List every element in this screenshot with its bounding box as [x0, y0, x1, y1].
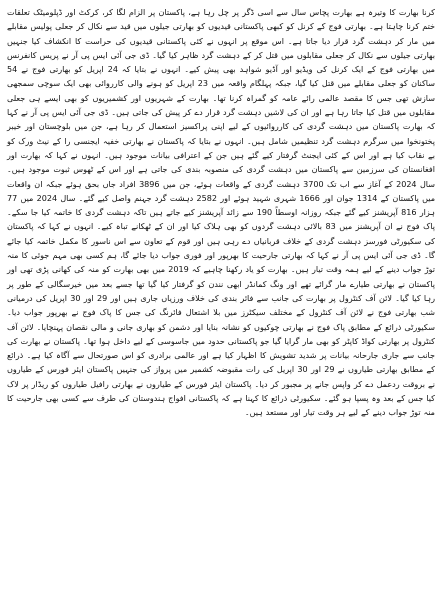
- article-body: کرنا بھارت کا وتیرہ ہے بھارت پچاس سال سے اسی ڈگر پر چل رہا ہے، پاکستان پر الزام لگا کر، کرکٹ اور ڈپلومیٹک تعلقات ختم کرنا چاہتا ہے۔ بھارتی فوج کے کرنل کو کبھی پاکستانی قیدیوں کو بھارتی جیلوں میں قید سے نکال کر جعلی پولیس مقابلے میں مار کر دہشت گرد قرار دیا جاتا ہے۔ اس موقع پر انہوں نے کئی پاکستانی قیدیوں کی حراست کا انکشاف کیا جنہیں بھارتی جیلوں سے نکال کر جعلی مقابلوں میں قتل کر کے دہشت گرد ظاہر کیا گیا۔ ڈی جی آئی ایس پی آر نے پریس کانفرنس میں بھارتی فوج کے ایک کرنل کی ویڈیو اور آڈیو شواہد بھی پیش کیے۔ انہوں نے بتایا کہ 24 اپریل کو بھارتی فوج نے 54 ساکنان کو جعلی مقابلے میں قتل کیا گیا، جبکہ پہلگام واقعہ میں 23 اپریل کو ہونے والی کارروائی بھی ایک سوچی سمجھی سازش تھی جس کا مقصد عالمی رائے عامہ کو گمراہ کرنا تھا۔ بھارت کے شہریوں اور کشمیریوں کو بھی ایسے ہی جعلی مقابلوں میں قتل کیا جاتا رہا ہے اور ان کی لاشیں دہشت گرد قرار دے کر پیش کی جاتی ہیں۔ ڈی جی آئی ایس پی آر نے کہا کہ بھارت پاکستان میں دہشت گردی کی کارروائیوں کے لیے اپنی پراکسیز استعمال کر رہا ہے، جن میں بلوچستان اور خیبر پختونخوا میں سرگرم دہشت گرد تنظیمیں شامل ہیں۔ انہوں نے بتایا کہ پاکستان نے بھارتی خفیہ ایجنسی را کے نیٹ ورک کو بے نقاب کیا ہے اور اس کے کئی ایجنٹ گرفتار کیے گئے ہیں جن کے اعترافی بیانات موجود ہیں۔ انہوں نے کہا کہ بھارت اور افغانستان کی سرزمین سے پاکستان میں دہشت گردی کی منصوبہ بندی کی جاتی ہے اور اس کے ٹھوس ثبوت موجود ہیں۔ سال 2024 کے آغاز سے اب تک 3700 دہشت گردی کے واقعات ہوئے، جن میں 3896 افراد جاں بحق ہوئے جبکہ ان واقعات میں پاکستان کے 1314 جوان اور 1666 شہری شہید ہوئے اور 2582 دہشت گرد جہنم واصل کیے گئے۔ سال 2024 میں 77 ہزار 816 آپریشنز کیے گئے جبکہ روزانہ اوسطاً 190 سے زائد آپریشنز کیے جاتے ہیں تاکہ دہشت گردی کا خاتمہ کیا جا سکے۔ پاک فوج نے ان آپریشنز میں 83 بالائی دہشت گردوں کو بھی ہلاک کیا اور ان کے ٹھکانے تباہ کیے۔ انہوں نے کہا کہ پاکستان کی سکیورٹی فورسز دہشت گردی کے خلاف قربانیاں دے رہی ہیں اور قوم کے تعاون سے اس ناسور کا مکمل خاتمہ کیا جائے گا۔ ڈی جی آئی ایس پی آر نے کہا کہ بھارتی جارحیت کا بھرپور اور فوری جواب دیا جائے گا، ہم کسی بھی مہم جوئی کا منہ توڑ جواب دینے کے لیے ہمہ وقت تیار ہیں۔ بھارت کو یاد رکھنا چاہیے کہ 2019 میں بھی بھارت کو منہ کی کھانی پڑی تھی اور پاکستان نے بھارتی طیارے مار گرائے تھے اور ونگ کمانڈر ابھی نندن کو گرفتار کیا گیا تھا جسے بعد میں خیرسگالی کے طور پر رہا کیا گیا۔ لائن آف کنٹرول پر بھارت کی جانب سے فائر بندی کی خلاف ورزیاں جاری ہیں اور 29 اور 30 اپریل کی درمیانی شب بھارتی فوج نے لائن آف کنٹرول کے مختلف سیکٹرز میں بلا اشتعال فائرنگ کی جس کا پاک فوج نے بھرپور جواب دیا۔ سکیورٹی ذرائع کے مطابق پاک فوج نے بھارتی چوکیوں کو نشانہ بنایا اور دشمن کو بھاری جانی و مالی نقصان پہنچایا۔ لائن آف کنٹرول پر بھارتی کواڈ کاپٹر کو بھی مار گرایا گیا جو پاکستانی حدود میں جاسوسی کے لیے داخل ہوا تھا۔ پاکستان نے بھارت کی جانب سے جاری جارحانہ بیانات پر شدید تشویش کا اظہار کیا ہے اور عالمی برادری کو اس صورتحال سے آگاہ کیا ہے۔ ذرائع کے مطابق بھارتی طیاروں نے 29 اور 30 اپریل کی رات مقبوضہ کشمیر میں پرواز کی جنہیں پاکستان ایئر فورس کے طیاروں نے بروقت ردعمل دے کر واپس جانے پر مجبور کر دیا۔ پاکستان ایئر فورس کے طیاروں نے بھارتی رافیل طیاروں کو ریڈار پر لاک کیا جس کے بعد وہ پسپا ہو گئے۔ سکیورٹی ذرائع کا کہنا ہے کہ پاکستانی افواج ہندوستان کی طرف سے کسی بھی جارحیت کا منہ توڑ جواب دینے کے لیے ہر وقت تیار اور مستعد ہیں۔: [7, 8, 436, 418]
